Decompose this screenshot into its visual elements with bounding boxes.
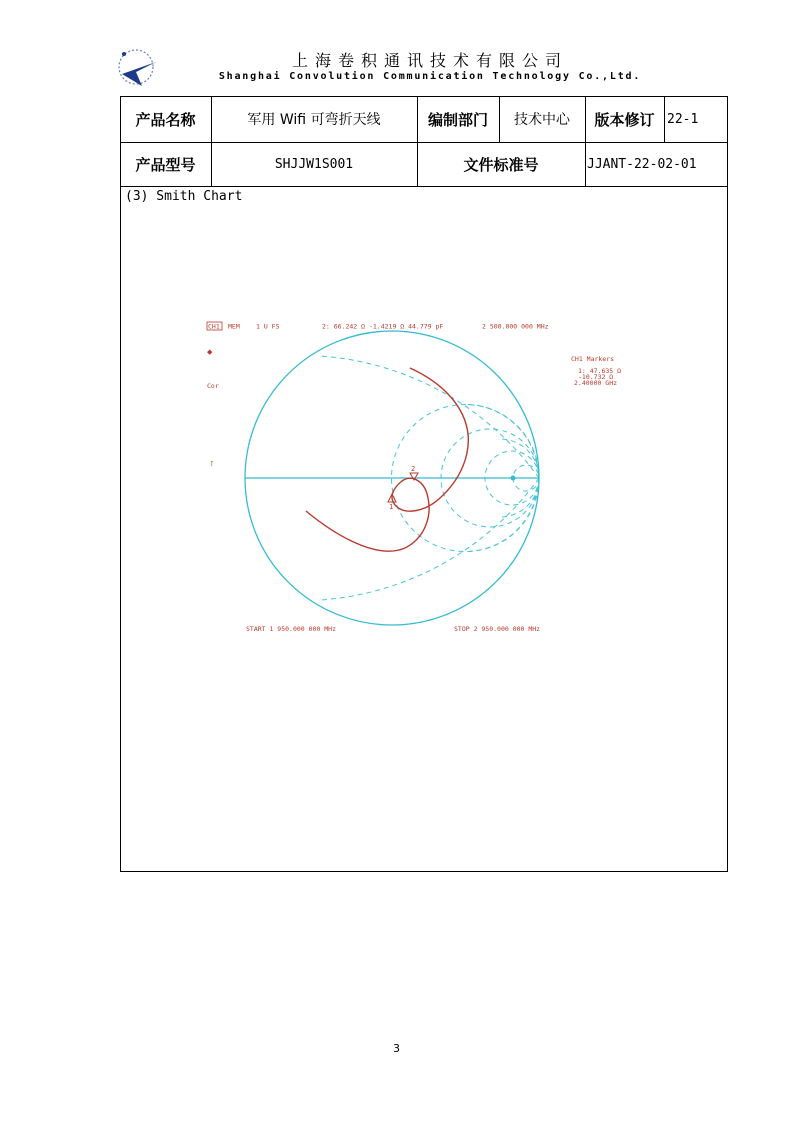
company-logo xyxy=(116,44,160,90)
docnum-value: JJANT-22-02-01 xyxy=(587,156,697,172)
cor-label: Cor xyxy=(207,382,219,390)
marker-readout: 2: 66.242 Ω -1.4219 Ω 44.779 pF xyxy=(322,322,444,331)
version-label: 版本修订 xyxy=(594,110,655,129)
company-name-cn: 上海卷积通讯技术有限公司 xyxy=(291,51,568,70)
marker-1-label: 1 xyxy=(389,503,394,511)
dept-value: 技术中心 xyxy=(514,112,570,128)
version-value: 22-1 xyxy=(667,111,699,127)
product-name-value: 军用 Wifi 可弯折天线 xyxy=(247,112,381,128)
markers-panel-title: CH1 Markers xyxy=(571,355,615,363)
start-frequency-label: START 1 950.000 000 MHz xyxy=(246,625,337,633)
reference-arrow: ↑ xyxy=(209,460,215,468)
marker-frequency: 2 500.000 000 MHz xyxy=(482,322,549,331)
mode-label: MEM xyxy=(228,322,240,331)
docnum-label: 文件标准号 xyxy=(463,155,539,174)
dept-label: 编制部门 xyxy=(427,110,488,129)
model-value: SHJJW1S001 xyxy=(274,156,354,172)
marker-2-label: 2 xyxy=(411,465,416,473)
format-label: 1 U FS xyxy=(256,322,280,331)
smith-chart xyxy=(200,316,630,638)
stop-frequency-label: STOP 2 950.000 000 MHz xyxy=(454,625,541,633)
product-name-label: 产品名称 xyxy=(135,110,196,129)
section-title: (3) Smith Chart xyxy=(125,189,243,204)
markers-panel-line-2: -10.732 Ω xyxy=(578,373,614,381)
open-circuit-dot xyxy=(511,476,516,481)
reference-marker: ◆ xyxy=(207,348,213,356)
company-name-en: Shanghai Convolution Communication Technology Co.,Ltd. xyxy=(218,71,642,82)
markers-panel-line-3: 2.40000 GHz xyxy=(574,379,618,387)
model-label: 产品型号 xyxy=(135,155,196,174)
impedance-trace xyxy=(306,368,468,551)
page-number: 3 xyxy=(393,1042,400,1055)
channel-label: CH1 xyxy=(208,322,220,331)
markers-panel-line-1: 1: 47.635 Ω xyxy=(578,367,622,375)
